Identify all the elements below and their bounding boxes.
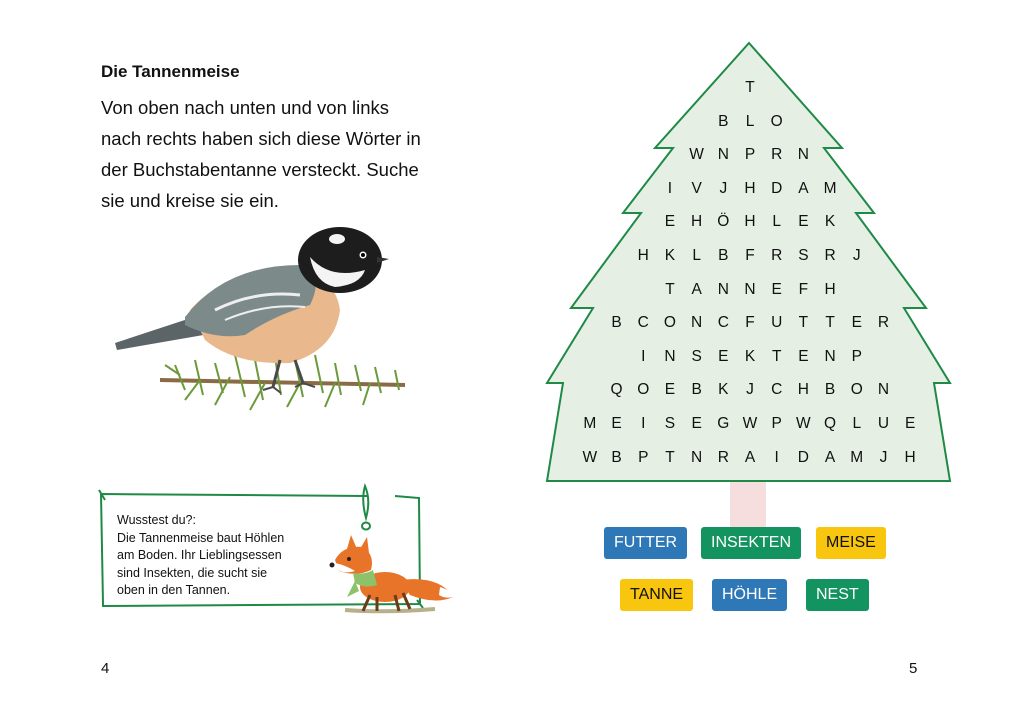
letter-cell[interactable]: M xyxy=(583,415,597,432)
letter-cell[interactable]: E xyxy=(798,347,809,365)
letter-cell[interactable]: N xyxy=(691,314,703,332)
word-tag-insekten: INSEKTEN xyxy=(701,527,801,559)
letter-cell[interactable]: E xyxy=(798,213,809,231)
letter-row xyxy=(540,345,960,369)
letter-cell[interactable]: E xyxy=(664,213,676,231)
letter-cell[interactable]: B xyxy=(718,112,729,130)
letter-cell[interactable]: F xyxy=(745,247,755,264)
info-line: am Boden. Ihr Lieblingsessen xyxy=(117,548,282,562)
letter-cell[interactable]: R xyxy=(717,448,729,466)
word-tag-futter: FUTTER xyxy=(604,527,687,559)
letter-cell[interactable]: O xyxy=(770,112,783,130)
instruction-line: sie und kreise sie ein. xyxy=(101,190,279,211)
info-box-text xyxy=(117,512,284,600)
letter-cell[interactable]: H xyxy=(691,213,703,231)
info-line: sind Insekten, die sucht sie xyxy=(117,565,268,580)
letter-cell[interactable]: J xyxy=(879,448,888,466)
exclamation-icon xyxy=(362,486,370,530)
instruction-line: der Buchstabentanne versteckt. Suche xyxy=(101,159,419,180)
letter-cell[interactable]: H xyxy=(637,247,649,264)
letter-cell[interactable]: K xyxy=(824,213,836,231)
page-number-right: 5 xyxy=(909,660,918,677)
letter-cell[interactable]: J xyxy=(852,247,861,264)
letter-row xyxy=(540,110,960,134)
letter-cell[interactable]: E xyxy=(691,415,702,432)
letter-cell[interactable]: O xyxy=(850,381,863,399)
letter-cell[interactable]: M xyxy=(823,179,837,197)
letter-cell[interactable]: U xyxy=(877,415,890,432)
letter-cell[interactable]: N xyxy=(797,146,809,164)
fox-illustration xyxy=(315,525,460,617)
letter-cell[interactable]: S xyxy=(664,415,676,432)
letter-cell[interactable]: L xyxy=(852,415,862,432)
word-tag-höhle: HÖHLE xyxy=(712,579,787,611)
letter-cell[interactable]: J xyxy=(719,179,728,197)
coal-tit-bird-illustration xyxy=(105,215,415,425)
letter-cell[interactable]: N xyxy=(744,280,756,298)
letter-cell[interactable]: C xyxy=(771,381,783,399)
letter-cell[interactable]: N xyxy=(877,381,890,399)
word-tag-tanne: TANNE xyxy=(620,579,693,611)
info-line: Die Tannenmeise baut Höhlen xyxy=(117,530,285,545)
letter-cell[interactable]: L xyxy=(745,112,755,130)
letter-cell[interactable]: B xyxy=(718,247,729,264)
letter-cell[interactable]: A xyxy=(744,448,756,466)
letter-cell[interactable]: E xyxy=(611,415,622,432)
letter-cell[interactable]: T xyxy=(665,280,675,298)
letter-cell[interactable]: F xyxy=(798,280,809,298)
word-tag-nest: NEST xyxy=(806,579,869,611)
letter-cell[interactable]: G xyxy=(717,415,730,432)
letter-cell[interactable]: T xyxy=(798,314,809,332)
letter-cell[interactable]: T xyxy=(825,314,835,332)
info-line: Wusstest du?: xyxy=(117,513,196,527)
letter-cell[interactable]: O xyxy=(663,314,676,332)
letter-cell[interactable]: H xyxy=(797,381,809,399)
letter-cell[interactable]: W xyxy=(689,146,704,164)
letter-cell[interactable]: E xyxy=(851,314,862,332)
letter-cell[interactable]: A xyxy=(824,448,836,466)
letter-cell[interactable]: V xyxy=(691,179,702,197)
letter-cell[interactable]: W xyxy=(796,415,811,432)
letter-cell[interactable]: H xyxy=(904,448,916,466)
letter-cell[interactable]: U xyxy=(771,314,783,332)
letter-cell[interactable]: Ö xyxy=(717,213,730,231)
letter-cell[interactable]: L xyxy=(692,247,701,264)
word-tag-meise: MEISE xyxy=(816,527,886,559)
letter-cell[interactable]: H xyxy=(744,179,756,197)
letter-cell[interactable]: K xyxy=(664,247,676,264)
letter-grid xyxy=(540,38,960,498)
letter-cell[interactable]: B xyxy=(611,314,622,332)
letter-cell[interactable]: W xyxy=(582,448,598,466)
letter-cell[interactable]: T xyxy=(665,448,675,466)
letter-cell[interactable]: B xyxy=(824,381,836,399)
letter-cell[interactable]: N xyxy=(717,146,729,164)
letter-cell[interactable]: B xyxy=(611,448,622,466)
letter-cell[interactable]: P xyxy=(771,415,782,432)
letter-cell[interactable]: L xyxy=(772,213,781,231)
letter-cell[interactable]: F xyxy=(745,314,755,332)
letter-row xyxy=(540,446,960,470)
letter-cell[interactable]: E xyxy=(718,347,729,365)
letter-cell[interactable]: I xyxy=(667,179,673,197)
page-title: Die Tannenmeise xyxy=(101,62,240,81)
letter-cell[interactable]: E xyxy=(664,381,676,399)
letter-cell[interactable]: Q xyxy=(610,381,623,399)
letter-cell[interactable]: H xyxy=(824,280,836,298)
letter-cell[interactable]: S xyxy=(798,247,809,264)
letter-cell[interactable]: R xyxy=(877,314,890,332)
letter-row xyxy=(540,278,960,302)
info-line: oben in den Tannen. xyxy=(117,583,231,597)
letter-cell[interactable]: B xyxy=(691,381,702,399)
letter-cell[interactable]: N xyxy=(717,280,729,298)
letter-cell[interactable]: N xyxy=(664,347,676,365)
letter-cell[interactable]: E xyxy=(771,280,782,298)
letter-cell[interactable]: S xyxy=(691,347,702,365)
instruction-text xyxy=(101,92,461,216)
letter-cell[interactable]: Q xyxy=(824,415,837,432)
letter-cell[interactable]: R xyxy=(771,247,783,264)
letter-cell[interactable]: A xyxy=(798,179,809,197)
letter-cell[interactable]: P xyxy=(638,448,649,466)
letter-cell[interactable]: C xyxy=(717,314,729,332)
letter-cell[interactable]: P xyxy=(851,347,862,365)
letter-cell[interactable]: T xyxy=(745,79,755,96)
letter-cell[interactable]: I xyxy=(641,415,646,432)
letter-cell[interactable]: N xyxy=(824,347,836,365)
instruction-line: nach rechts haben sich diese Wörter in xyxy=(101,128,421,149)
letter-cell[interactable]: R xyxy=(824,247,836,264)
letter-row xyxy=(540,412,960,436)
letter-cell[interactable]: I xyxy=(641,347,646,365)
letter-cell[interactable]: I xyxy=(774,448,779,466)
letter-cell[interactable]: O xyxy=(637,381,650,399)
letter-cell[interactable]: W xyxy=(742,415,758,432)
letter-cell[interactable]: K xyxy=(744,347,756,365)
letter-cell[interactable]: K xyxy=(718,381,729,399)
letter-row xyxy=(540,143,960,167)
letter-row xyxy=(540,378,960,402)
letter-row xyxy=(540,311,960,335)
instruction-line: Von oben nach unten und von links xyxy=(101,97,390,118)
letter-cell[interactable]: N xyxy=(691,448,703,466)
letter-cell[interactable]: P xyxy=(744,146,756,164)
letter-cell[interactable]: E xyxy=(904,415,916,432)
letter-cell[interactable]: D xyxy=(797,448,809,466)
letter-cell[interactable]: R xyxy=(771,146,783,164)
letter-row xyxy=(540,210,960,234)
letter-cell[interactable]: J xyxy=(746,381,754,399)
letter-cell[interactable]: H xyxy=(744,213,756,231)
letter-row xyxy=(540,177,960,201)
letter-cell[interactable]: A xyxy=(691,280,702,298)
letter-cell[interactable]: M xyxy=(850,448,864,466)
letter-cell[interactable]: T xyxy=(771,347,782,365)
letter-row xyxy=(540,244,960,268)
letter-cell[interactable]: D xyxy=(771,179,783,197)
letter-cell[interactable]: C xyxy=(637,314,649,332)
letter-row xyxy=(540,76,960,100)
page-number-left: 4 xyxy=(101,660,110,677)
